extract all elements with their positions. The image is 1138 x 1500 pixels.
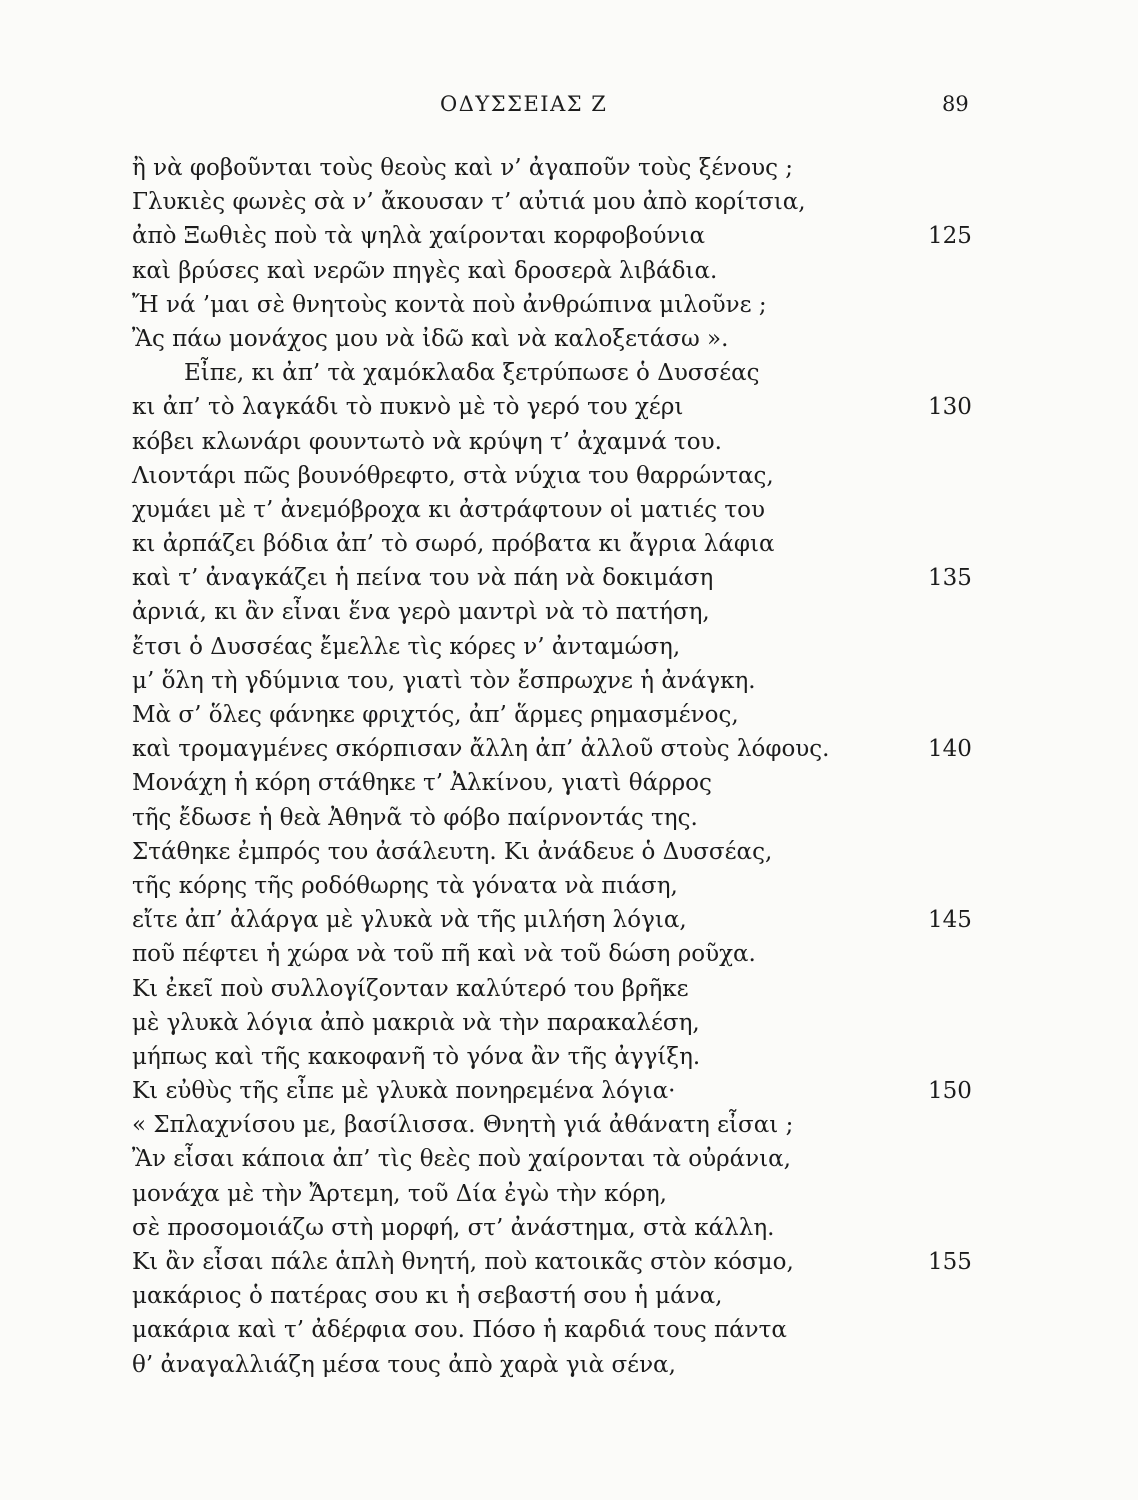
verse-text: Γλυκιὲς φωνὲς σὰ ν’ ἄκουσαν τ’ αὐτιά μου ἀπὸ κορίτσια,: [132, 189, 806, 216]
verse-text: εἴτε ἀπ’ ἀλάργα μὲ γλυκὰ νὰ τῆς μιλήση λόγια,: [132, 907, 687, 934]
verse-text: ἔτσι ὁ Δυσσέας ἔμελλε τὶς κόρες ν’ ἀνταμώση,: [132, 633, 681, 660]
verse-line: [132, 493, 1012, 527]
verse-text: σὲ προσομοιάζω στὴ μορφή, στ’ ἀνάστημα, στὰ κάλλη.: [132, 1214, 775, 1241]
verse-line: [132, 698, 1012, 732]
verse-line: [132, 1211, 1012, 1245]
verse-line: [132, 664, 1012, 698]
verse-text: ἢ νὰ φοβοῦνται τοὺς θεοὺς καὶ ν’ ἀγαποῦν τοὺς ξένους ;: [132, 155, 794, 181]
verse-line: [132, 732, 1012, 766]
verse-line: [132, 459, 1012, 493]
verse-text: Κι ἂν εἶσαι πάλε ἁπλὴ θνητή, ποὺ κατοικᾶς στὸν κόσμο,: [132, 1249, 794, 1275]
verse-line: [132, 869, 1012, 903]
verse-text: μακάρια καὶ τ’ ἀδέρφια σου. Πόσο ἡ καρδιά τους πάντα: [132, 1317, 787, 1344]
verse-text: κι ἀπ’ τὸ λαγκάδι τὸ πυκνὸ μὲ τὸ γερό του χέρι: [132, 394, 684, 421]
line-number: 135: [928, 565, 972, 592]
page-title: ΟΔΥΣΣΕΙΑΣ Ζ: [440, 92, 608, 116]
verse-text: Κι ἐκεῖ ποὺ συλλογίζονταν καλύτερό του βρῆκε: [132, 975, 689, 1002]
verse-text: θ’ ἀναγαλλιάζη μέσα τους ἀπὸ χαρὰ γιὰ σένα,: [132, 1351, 676, 1378]
verse-text: μὲ γλυκὰ λόγια ἀπὸ μακριὰ νὰ τὴν παρακαλέση,: [132, 1009, 700, 1036]
verse-text: ἀπὸ Ξωθιὲς ποὺ τὰ ψηλὰ χαίρονται κορφοβούνια: [132, 223, 705, 250]
running-head: [0, 92, 1138, 122]
verse-line: [132, 937, 1012, 971]
verse-line: [132, 390, 1012, 424]
verse-line: [132, 1142, 1012, 1176]
verse-text: Ἂν εἶσαι κάποια ἀπ’ τὶς θεὲς ποὺ χαίρονται τὰ οὐράνια,: [132, 1146, 791, 1173]
verse-text: Εἶπε, κι ἀπ’ τὰ χαμόκλαδα ξετρύπωσε ὁ Δυσσέας: [184, 360, 760, 387]
verse-text: κόβει κλωνάρι φουντωτὸ νὰ κρύψη τ’ ἀχαμνά του.: [132, 428, 722, 455]
verse-text: Μὰ σ’ ὅλες φάνηκε φριχτός, ἀπ’ ἅρμες ρημασμένος,: [132, 702, 739, 728]
verse-text: καὶ τρομαγμένες σκόρπισαν ἄλλη ἀπ’ ἀλλοῦ στοὺς λόφους.: [132, 736, 830, 763]
verse-line: [132, 903, 1012, 937]
verse-line: [132, 561, 1012, 595]
verse-text: κι ἀρπάζει βόδια ἀπ’ τὸ σωρό, πρόβατα κι ἄγρια λάφια: [132, 531, 775, 558]
verse-text: Στάθηκε ἐμπρός του ἀσάλευτη. Κι ἀνάδευε ὁ Δυσσέας,: [132, 838, 773, 865]
page-number: 89: [942, 92, 969, 116]
verse-line: [132, 1074, 1012, 1108]
verse-line: [132, 356, 1012, 390]
verse-line: [132, 1040, 1012, 1074]
verse-text: ἀρνιά, κι ἂν εἶναι ἕνα γερὸ μαντρὶ νὰ τὸ πατήση,: [132, 599, 710, 626]
verse-text: Κι εὐθὺς τῆς εἶπε μὲ γλυκὰ πονηρεμένα λόγια·: [132, 1078, 676, 1105]
verse-line: [132, 151, 1012, 185]
verse-line: [132, 595, 1012, 629]
line-number: 145: [928, 907, 972, 934]
verse-line: [132, 219, 1012, 253]
verse-line: [132, 835, 1012, 869]
verse-text: μακάριος ὁ πατέρας σου κι ἡ σεβαστή σου ἡ μάνα,: [132, 1283, 723, 1310]
verse-line: [132, 527, 1012, 561]
line-number: 155: [928, 1249, 972, 1275]
verse-line: [132, 801, 1012, 835]
verse-line: [132, 1108, 1012, 1142]
verse-line: [132, 1006, 1012, 1040]
verse-line: [132, 288, 1012, 322]
verse-line: [132, 1279, 1012, 1313]
verse-text: καὶ βρύσες καὶ νερῶν πηγὲς καὶ δροσερὰ λιβάδια.: [132, 257, 718, 284]
verse-line: [132, 630, 1012, 664]
verse-text: μονάχα μὲ τὴν Ἄρτεμη, τοῦ Δία ἐγὼ τὴν κόρη,: [132, 1180, 667, 1207]
verse-line: [132, 322, 1012, 356]
verse-text: Ἤ νά ’μαι σὲ θνητοὺς κοντὰ ποὺ ἀνθρώπινα μιλοῦνε ;: [132, 291, 767, 318]
verse-text: Μονάχη ἡ κόρη στάθηκε τ’ Ἀλκίνου, γιατὶ θάρρος: [132, 770, 712, 797]
verse-line: [132, 1177, 1012, 1211]
line-number: 130: [928, 394, 972, 421]
verse-text: τῆς κόρης τῆς ροδόθωρης τὰ γόνατα νὰ πιάση,: [132, 872, 678, 899]
verse-text: τῆς ἔδωσε ἡ θεὰ Ἀθηνᾶ τὸ φόβο παίρνοντάς της.: [132, 804, 698, 831]
verse-line: [132, 185, 1012, 219]
verse-line: [132, 425, 1012, 459]
verse-line: [132, 1348, 1012, 1382]
verse-line: [132, 972, 1012, 1006]
line-number: 150: [928, 1078, 972, 1105]
verse-text: μ’ ὅλη τὴ γδύμνια του, γιατὶ τὸν ἔσπρωχνε ἡ ἀνάγκη.: [132, 667, 756, 694]
verse-text: καὶ τ’ ἀναγκάζει ἡ πείνα του νὰ πάη νὰ δοκιμάση: [132, 565, 714, 592]
verse-text: Λιοντάρι πῶς βουνόθρεφτο, στὰ νύχια του θαρρώντας,: [132, 462, 774, 489]
verse-text: μήπως καὶ τῆς κακοφανῆ τὸ γόνα ἂν τῆς ἀγγίξη.: [132, 1043, 701, 1070]
verse-line: [132, 766, 1012, 800]
verse-text: « Σπλαχνίσου με, βασίλισσα. Θνητὴ γιά ἀθάνατη εἶσαι ;: [132, 1112, 794, 1139]
verse-block: [132, 151, 1012, 1382]
verse-text: Ἂς πάω μονάχος μου νὰ ἰδῶ καὶ νὰ καλοξετάσω ».: [132, 325, 729, 352]
line-number: 125: [928, 223, 972, 250]
verse-line: [132, 1313, 1012, 1347]
line-number: 140: [928, 736, 972, 763]
verse-text: ποῦ πέφτει ἡ χώρα νὰ τοῦ πῆ καὶ νὰ τοῦ δώση ροῦχα.: [132, 941, 756, 968]
verse-line: [132, 254, 1012, 288]
verse-line: [132, 1245, 1012, 1279]
verse-text: χυμάει μὲ τ’ ἀνεμόβροχα κι ἀστράφτουν οἱ ματιές του: [132, 496, 765, 523]
